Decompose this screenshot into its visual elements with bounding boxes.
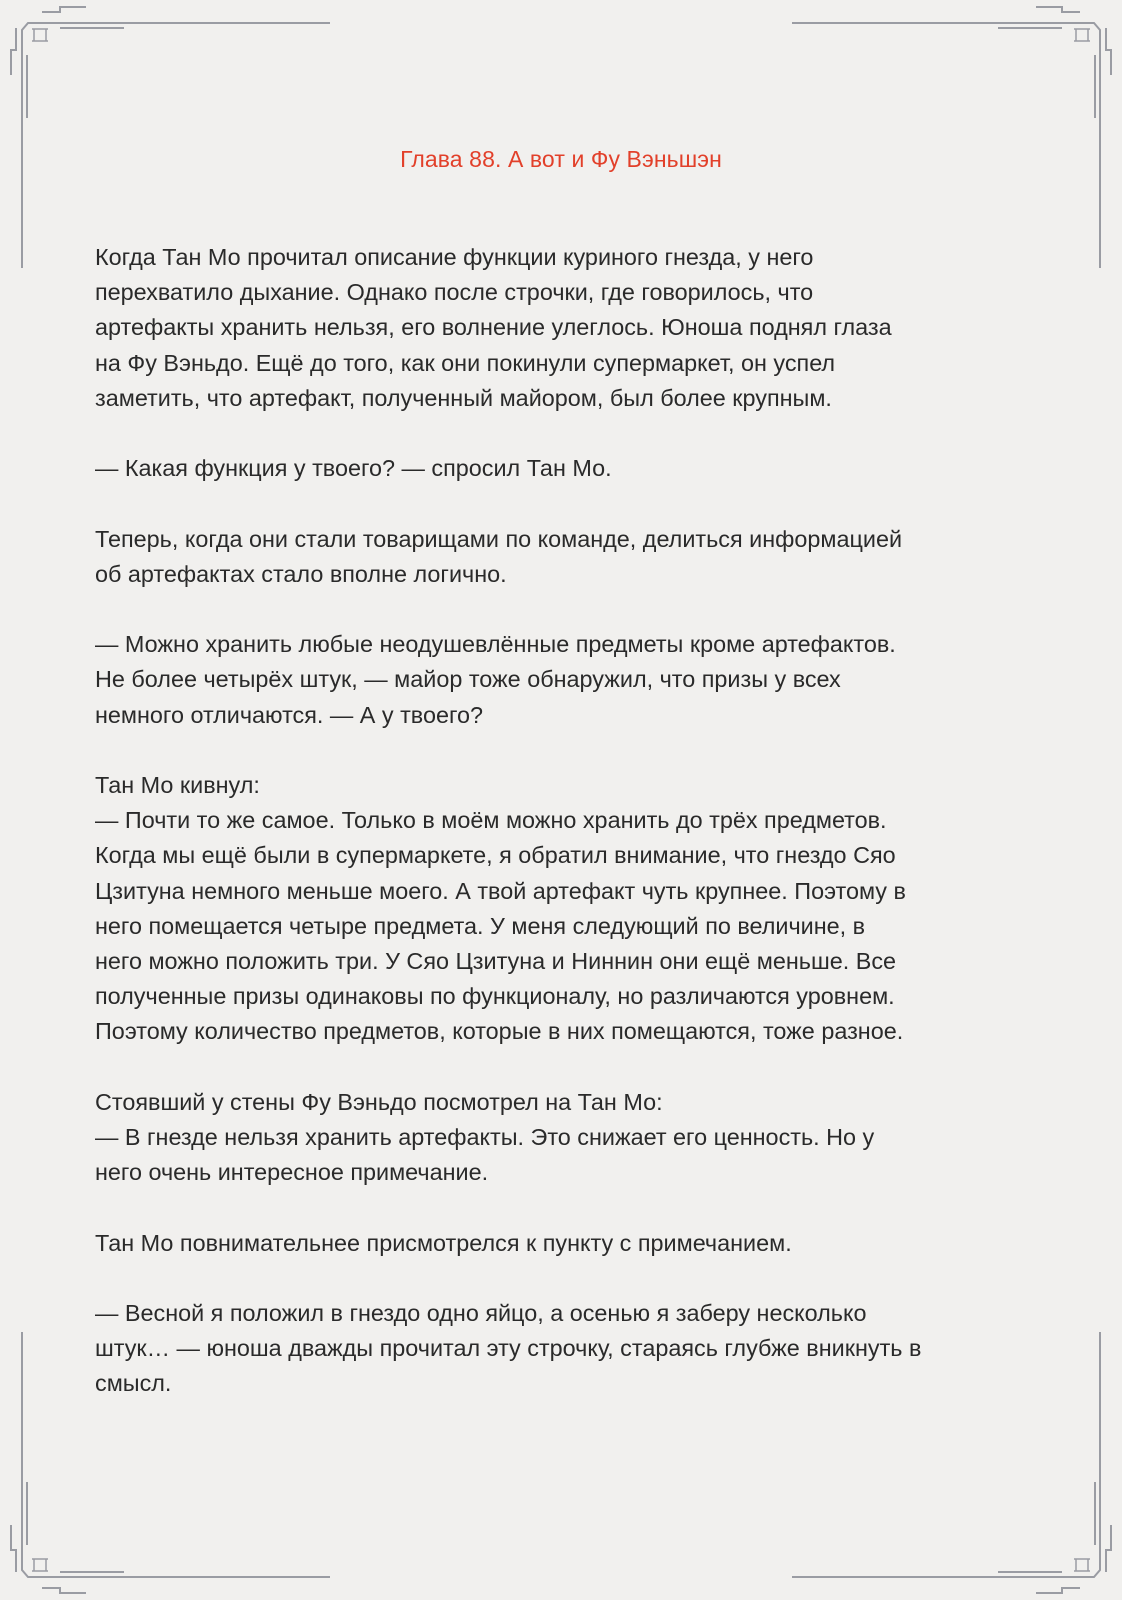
chapter-title: Глава 88. А вот и Фу Вэньшэн <box>400 146 722 172</box>
text-line: Теперь, когда они стали товарищами по команде, делиться информацией <box>95 525 903 552</box>
text-line: — Почти то же самое. Только в моём можно хранить до трёх предметов. <box>95 807 887 834</box>
paragraph <box>95 240 1035 416</box>
text-line: — Какая функция у твоего? — спросил Тан Мо. <box>95 455 612 482</box>
paragraph <box>95 627 1035 733</box>
text-line: Тан Мо повнимательнее присмотрелся к пункту с примечанием. <box>95 1229 792 1256</box>
text-line: Тан Мо кивнул: <box>95 771 260 798</box>
text-line: него можно положить три. У Сяо Цзитуна и Ниннин они ещё меньше. Все <box>95 948 897 974</box>
paragraph <box>95 451 1035 486</box>
text-line: Когда Тан Мо прочитал описание функции куриного гнезда, у него <box>95 244 814 270</box>
text-line: — В гнезде нельзя хранить артефакты. Это снижает его ценность. Но у <box>95 1124 875 1150</box>
chapter-body <box>95 240 1035 1437</box>
paragraph <box>95 1226 1035 1261</box>
text-line: на Фу Вэньдо. Ещё до того, как они покинули супермаркет, он успел <box>95 349 836 376</box>
text-line: — Можно хранить любые неодушевлённые предметы кроме артефактов. <box>95 631 896 658</box>
text-line: Когда мы ещё были в супермаркете, я обратил внимание, что гнездо Сяо <box>95 842 896 869</box>
text-line: немного отличаются. — А у твоего? <box>95 701 484 728</box>
text-line: артефакты хранить нельзя, его волнение улеглось. Юноша поднял глаза <box>95 314 892 341</box>
paragraph <box>95 1085 1035 1191</box>
text-line: полученные призы одинаковы по функционалу, но различаются уровнем. <box>95 983 895 1010</box>
paragraph <box>95 1296 1035 1402</box>
text-line: штук… — юноша дважды прочитал эту строчку, стараясь глубже вникнуть в <box>95 1335 922 1362</box>
text-line: Цзитуна немного меньше моего. А твой артефакт чуть крупнее. Поэтому в <box>95 877 906 904</box>
paragraph <box>95 768 1035 1050</box>
text-line: Стоявший у стены Фу Вэньдо посмотрел на Тан Мо: <box>95 1088 663 1115</box>
text-line: заметить, что артефакт, полученный майором, был более крупным. <box>95 384 832 411</box>
text-line: Не более четырёх штук, — майор тоже обнаружил, что призы у всех <box>95 666 841 693</box>
text-line: об артефактах стало вполне логично. <box>95 560 507 587</box>
text-line: него помещается четыре предмета. У меня следующий по величине, в <box>95 912 866 939</box>
text-line: смысл. <box>95 1370 172 1397</box>
text-line: него очень интересное примечание. <box>95 1159 489 1186</box>
text-line: Поэтому количество предметов, которые в них помещаются, тоже разное. <box>95 1018 904 1045</box>
text-line: — Весной я положил в гнездо одно яйцо, а осенью я заберу несколько <box>95 1299 867 1326</box>
text-line: перехватило дыхание. Однако после строчки, где говорилось, что <box>95 279 814 306</box>
paragraph <box>95 522 1035 592</box>
